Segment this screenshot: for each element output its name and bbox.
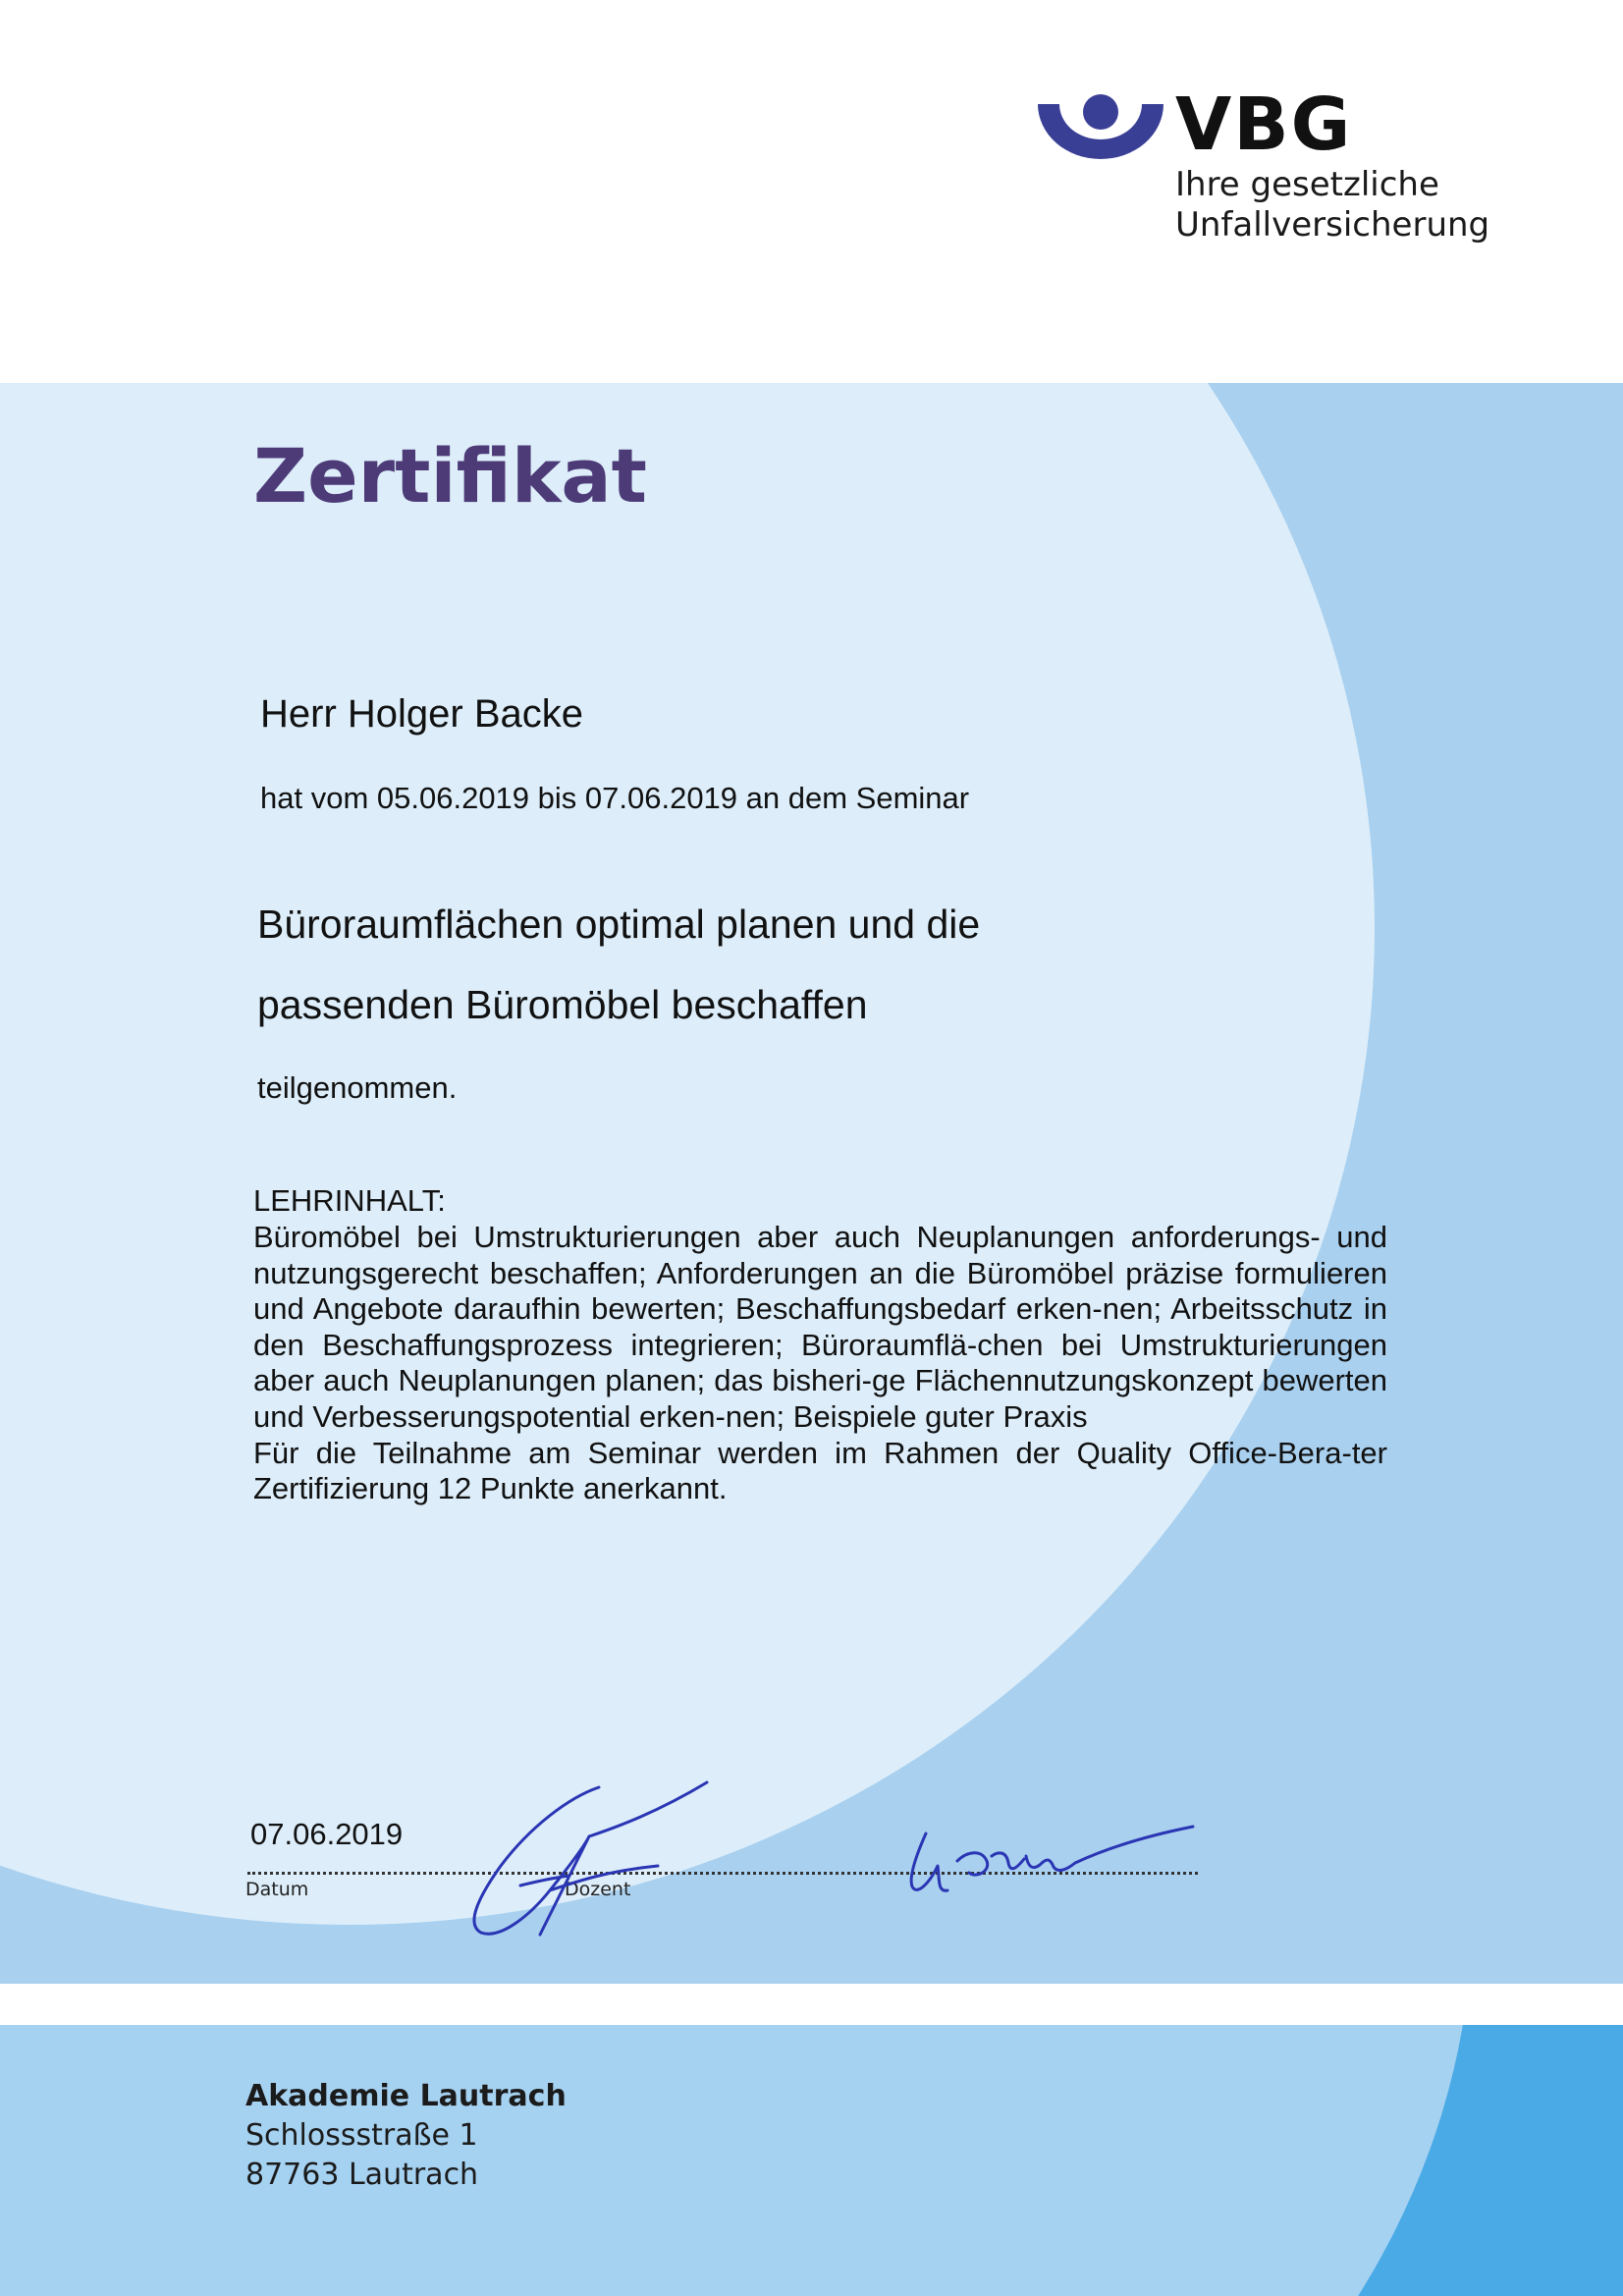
course-content-body [253, 1220, 1387, 1507]
issue-date: 07.06.2019 [250, 1817, 404, 1851]
seminar-title-line-1: Büroraumflächen optimal planen und die [257, 902, 981, 947]
footer-address [245, 2077, 567, 2195]
participation-statement: teilgenommen. [257, 1070, 458, 1105]
footer-organization: Akademie Lautrach [245, 2079, 567, 2113]
certificate-background-panel [0, 383, 1623, 1984]
date-label: Datum [245, 1879, 309, 1900]
background-arc [0, 383, 1375, 1925]
footer-band [0, 2025, 1623, 2296]
certificate-title: Zertifikat [253, 432, 648, 519]
logo-tagline [1175, 165, 1489, 246]
logo-name: VBG [1175, 82, 1353, 167]
points-statement: Für die Teilnahme am Seminar werden im Rahmen der Quality Office-Bera-ter Zertifizierung 12 Punkte anerkannt. [253, 1435, 1387, 1506]
lecturer-signature-2 [908, 1822, 1203, 1900]
logo-tagline-line-2: Unfallversicherung [1175, 205, 1490, 245]
vbg-logo [1036, 82, 1497, 257]
footer-city: 87763 Lautrach [245, 2158, 479, 2192]
recipient-name: Herr Holger Backe [260, 692, 584, 736]
seminar-period: hat vom 05.06.2019 bis 07.06.2019 an dem Seminar [260, 781, 970, 815]
lecturer-signature-1 [461, 1768, 736, 1944]
footer-arc [0, 2025, 1473, 2296]
lecturer-label: Dozent [565, 1879, 631, 1900]
seminar-title [257, 884, 1141, 1045]
footer-street: Schlossstraße 1 [245, 2118, 478, 2153]
logo-tagline-line-1: Ihre gesetzliche [1175, 165, 1439, 204]
course-content-heading: LEHRINHALT: [253, 1183, 446, 1218]
seminar-title-line-2: passenden Büromöbel beschaffen [257, 982, 868, 1027]
vbg-logo-mark-icon [1036, 90, 1165, 167]
course-content-text: Büromöbel bei Umstrukturierungen aber auch Neuplanungen anforderungs- und nutzungsgerecht beschaffen; Anforderungen an die Büromöbel präzise formulieren und Angebote daraufhin bewerten; Beschaffungsbedarf erken-nen; Arbeitsschutz in den Beschaffungsprozess integrieren; Büroraumflä-chen bei Umstrukturierungen aber auch Neuplanungen planen; das bisheri-ge Flächennutzungskonzept bewerten und Verbesserungspotential erken-nen; Beispiele guter Praxis [253, 1220, 1387, 1434]
